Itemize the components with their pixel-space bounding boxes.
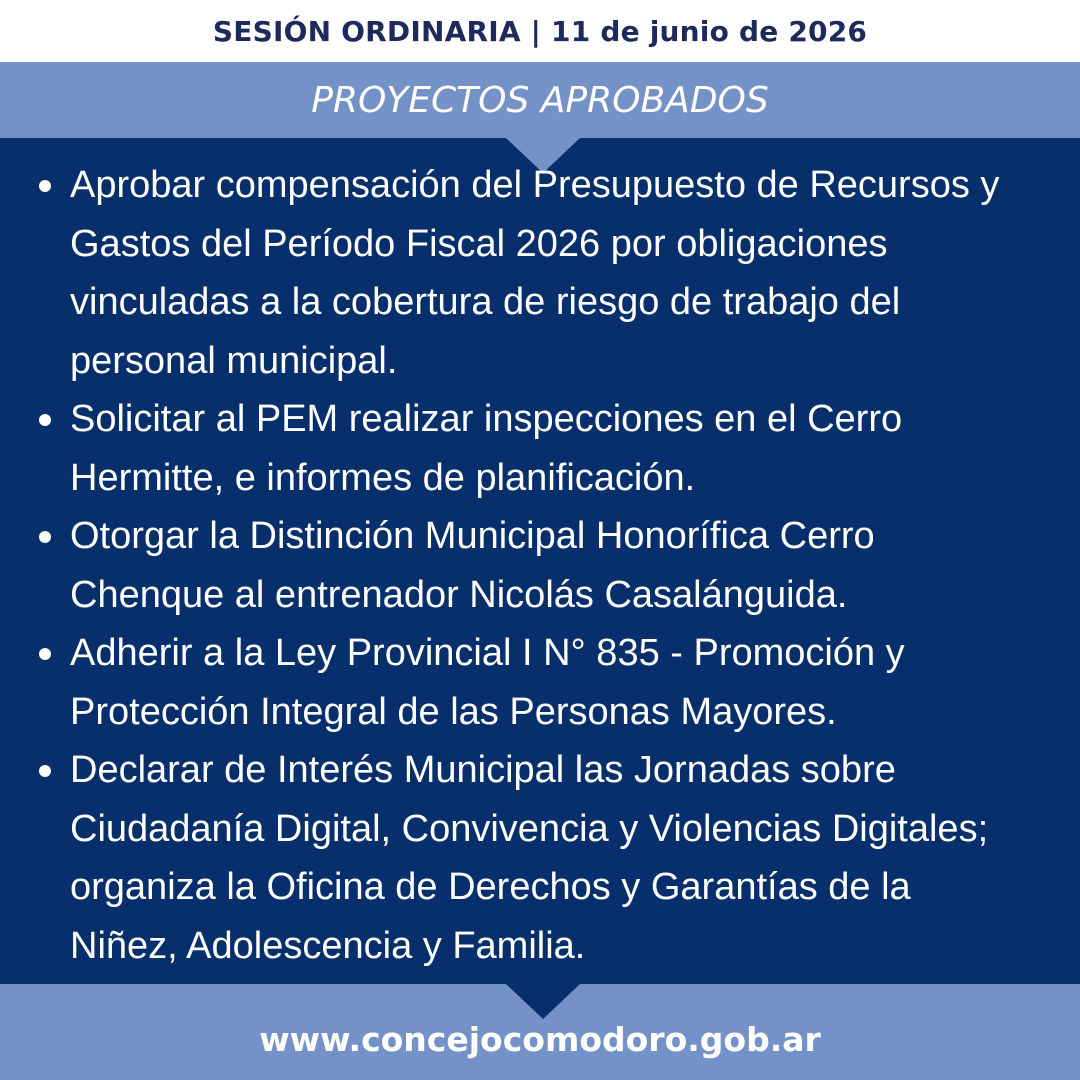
list-item	[36, 390, 1026, 507]
website-link[interactable]: www.concejocomodoro.gob.ar	[259, 1020, 821, 1059]
section-title: PROYECTOS APROBADOS	[311, 79, 769, 121]
bullet-icon	[39, 765, 51, 777]
list-item-text: Adherir a la Ley Provincial I N° 835 - Promoción y Protección Integral de las Personas Mayores.	[70, 632, 905, 733]
section-band	[0, 62, 1080, 138]
list-item-text: Otorgar la Distinción Municipal Honorífica Cerro Chenque al entrenador Nicolás Casalánguida.	[70, 515, 875, 616]
bullet-icon	[39, 648, 51, 660]
list-item	[36, 741, 1026, 975]
session-header	[0, 0, 1080, 62]
list-item-text: Declarar de Interés Municipal las Jornadas sobre Ciudadanía Digital, Convivencia y Violencias Digitales; organiza la Oficina de Derechos y Garantías de la Niñez, Adolescencia y Familia.	[70, 749, 989, 967]
list-item-text: Aprobar compensación del Presupuesto de Recursos y Gastos del Período Fiscal 2026 por obligaciones vinculadas a la cobertura de riesgo de trabajo del personal municipal.	[70, 164, 1000, 382]
list-item	[36, 156, 1026, 390]
chevron-down-icon	[506, 984, 580, 1019]
list-item-text: Solicitar al PEM realizar inspecciones en el Cerro Hermitte, e informes de planificación.	[70, 398, 903, 499]
projects-list	[36, 156, 1026, 975]
bullet-icon	[39, 414, 51, 426]
session-title: SESIÓN ORDINARIA | 11 de junio de 2026	[212, 14, 868, 48]
bullet-icon	[39, 180, 51, 192]
list-item	[36, 624, 1026, 741]
list-item	[36, 507, 1026, 624]
bullet-icon	[39, 531, 51, 543]
